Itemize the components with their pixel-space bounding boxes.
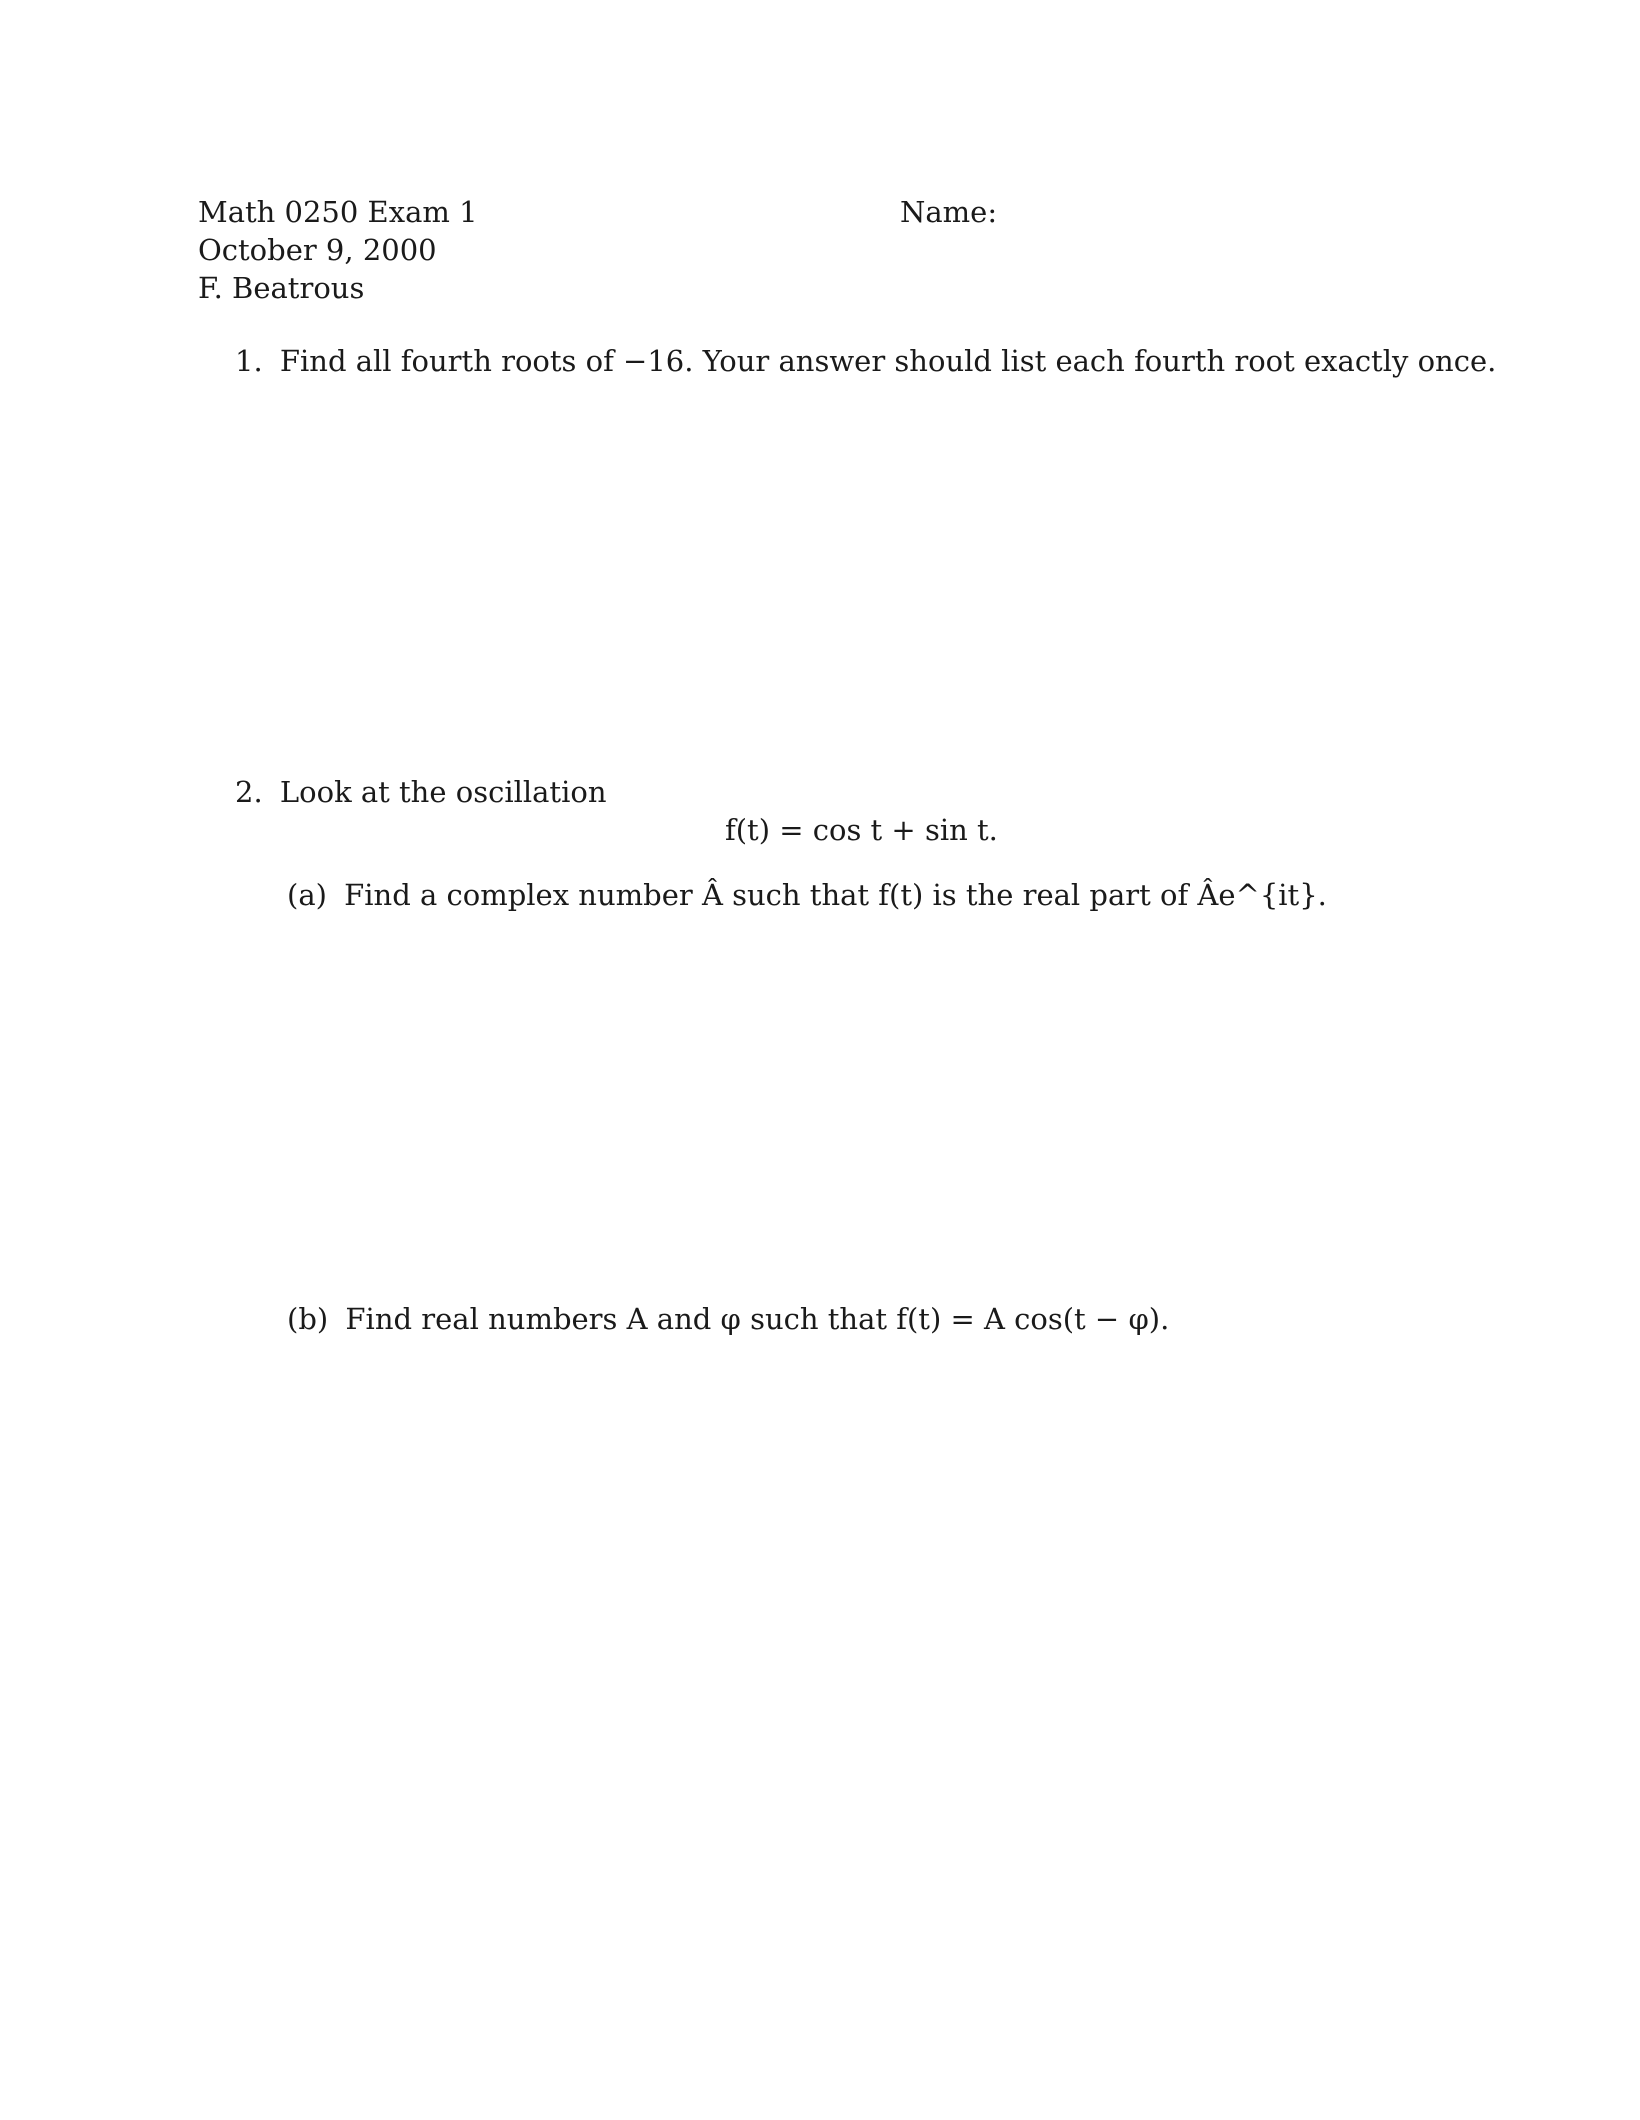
instructor-name: F. Beatrous: [198, 271, 365, 305]
question-2-number: 2.: [235, 775, 263, 809]
course-title: Math 0250 Exam 1: [198, 195, 478, 229]
question-2a-text: Find a complex number Â such that f(t) is the real part of Âe^{it}.: [344, 878, 1327, 912]
question-1-number: 1.: [235, 344, 263, 378]
question-2b-label: (b): [287, 1302, 329, 1336]
oscillation-equation: f(t) = cos t + sin t.: [725, 813, 998, 847]
question-2a-label: (a): [287, 878, 327, 912]
exam-date: October 9, 2000: [198, 233, 437, 267]
question-2b: [287, 1300, 1169, 1338]
question-1: [235, 342, 1496, 380]
name-label: Name:: [900, 195, 998, 229]
question-1-text: Find all fourth roots of −16. Your answer should list each fourth root exactly once.: [279, 344, 1497, 378]
question-2-text: Look at the oscillation: [279, 775, 607, 809]
question-2a: [287, 876, 1327, 914]
question-2b-text: Find real numbers A and φ such that f(t) = A cos(t − φ).: [345, 1302, 1170, 1336]
question-2: [235, 773, 607, 811]
